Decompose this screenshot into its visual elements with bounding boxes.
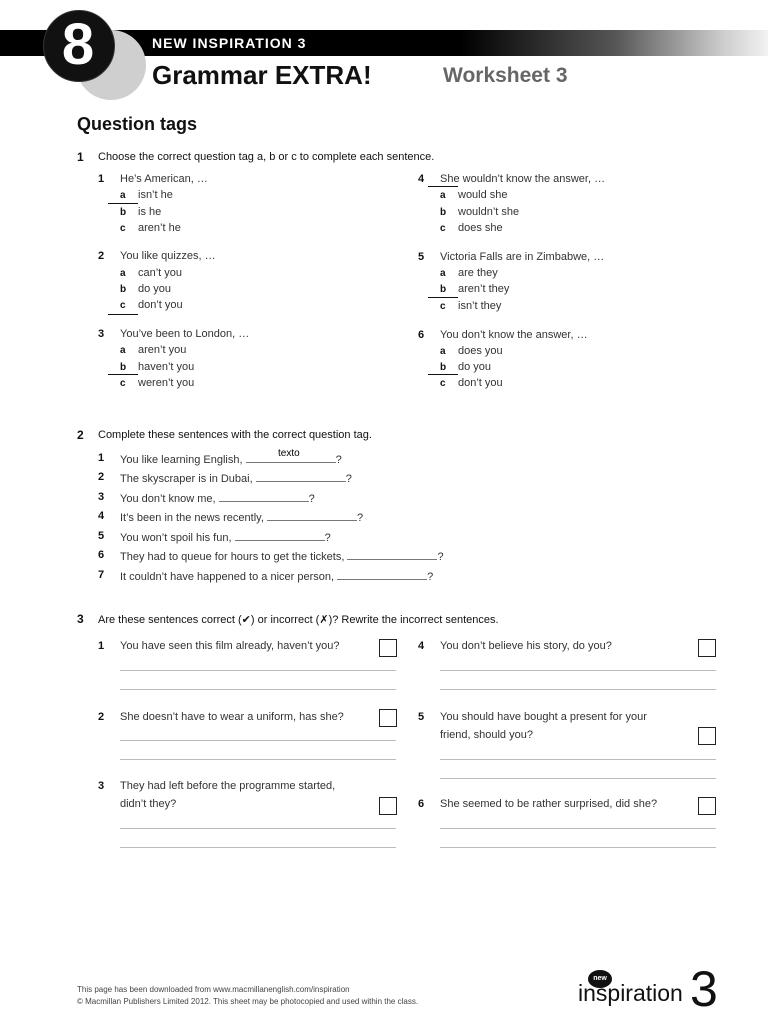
option-letter: b — [120, 284, 127, 295]
correct-checkbox[interactable] — [379, 639, 397, 657]
footer-source: This page has been downloaded from www.macmillanenglish.com/inspiration — [77, 985, 350, 994]
exercise-2-number: 2 — [77, 428, 84, 442]
item-number: 4 — [418, 173, 425, 185]
sentence-line: She doesn’t have to wear a uniform, has she? — [120, 711, 344, 723]
option-text[interactable]: is he — [138, 206, 162, 218]
option-text[interactable]: wouldn’t she — [458, 206, 520, 218]
item-number: 3 — [98, 780, 105, 792]
sentence-end: ? — [356, 512, 364, 524]
exercise-2-instruction: Complete these sentences with the correct question tag. — [98, 429, 372, 441]
option-text[interactable]: can’t you — [138, 267, 183, 279]
exercise-3-instruction: Are these sentences correct (✔) or incorrect (✗)? Rewrite the incorrect sentences. — [98, 614, 499, 626]
option-text[interactable]: don’t you — [138, 299, 183, 311]
item-stem: She wouldn’t know the answer, … — [440, 173, 606, 185]
option-letter: b — [120, 362, 127, 373]
sentence-start: You won’t spoil his fun, — [120, 532, 232, 544]
write-line[interactable] — [440, 828, 716, 829]
sentence-end: ? — [437, 551, 444, 563]
option-text[interactable]: do you — [458, 361, 492, 373]
worksheet-title: Grammar EXTRA! — [152, 60, 372, 90]
option-letter: c — [440, 301, 446, 312]
option-text[interactable]: isn’t he — [138, 189, 173, 201]
exercise-3-number: 3 — [77, 612, 84, 626]
option-letter: c — [120, 223, 126, 234]
item-number: 5 — [418, 711, 425, 723]
option-letter: b — [440, 284, 447, 295]
sentence-line: You have seen this film already, haven’t you? — [120, 640, 340, 652]
item-number: 4 — [418, 640, 425, 652]
correct-checkbox[interactable] — [698, 639, 716, 657]
write-line[interactable] — [440, 759, 716, 760]
item-stem: He’s American, … — [120, 173, 208, 185]
correct-checkbox[interactable] — [698, 727, 716, 745]
sentence-start: It’s been in the news recently, — [120, 512, 264, 524]
write-line[interactable] — [120, 670, 396, 671]
option-letter: a — [440, 190, 446, 201]
option-text[interactable]: does you — [458, 345, 503, 357]
sentence-start: You like learning English, — [120, 454, 243, 466]
item-number: 7 — [98, 569, 105, 581]
answer-blank[interactable] — [267, 510, 357, 521]
option-letter: c — [120, 300, 126, 311]
footer-copyright: © Macmillan Publishers Limited 2012. This sheet may be photocopied and used within the class. — [77, 997, 419, 1006]
footer — [77, 984, 418, 1008]
write-line[interactable] — [120, 828, 396, 829]
option-letter: c — [440, 223, 446, 234]
write-line[interactable] — [440, 778, 716, 779]
option-letter: a — [120, 345, 126, 356]
write-line[interactable] — [120, 759, 396, 760]
logo-level-number: 3 — [690, 961, 718, 1017]
logo-new-badge: new — [588, 970, 612, 988]
item-number: 6 — [418, 329, 425, 341]
answer-mark — [428, 374, 458, 375]
sentence-start: It couldn’t have happened to a nicer person, — [120, 571, 335, 583]
option-letter: a — [440, 346, 446, 357]
write-line[interactable] — [120, 689, 396, 690]
option-text[interactable]: haven’t you — [138, 361, 195, 373]
correct-checkbox[interactable] — [698, 797, 716, 815]
sentence-start: The skyscraper is in Dubai, — [120, 473, 253, 485]
sentence-line: You should have bought a present for your — [440, 711, 647, 723]
option-text[interactable]: does she — [458, 222, 503, 234]
sentence-end: ? — [345, 473, 352, 485]
option-letter: a — [440, 268, 446, 279]
answer-blank[interactable] — [246, 452, 336, 463]
option-text[interactable]: isn’t they — [458, 300, 502, 312]
section-title: Question tags — [77, 114, 198, 134]
option-text[interactable]: aren’t they — [458, 283, 510, 295]
option-letter: c — [120, 378, 126, 389]
item-number: 4 — [98, 510, 105, 522]
item-stem: You’ve been to London, … — [120, 328, 250, 340]
sentence-line: They had left before the programme started, — [120, 780, 336, 792]
correct-checkbox[interactable] — [379, 797, 397, 815]
answer-blank[interactable] — [337, 569, 427, 580]
sentence-start: You don’t know me, — [120, 493, 216, 505]
correct-checkbox[interactable] — [379, 709, 397, 727]
sentence-line: friend, should you? — [440, 729, 533, 741]
item-number: 1 — [98, 173, 105, 185]
item-stem: Victoria Falls are in Zimbabwe, … — [440, 251, 605, 263]
option-text[interactable]: would she — [458, 189, 508, 201]
write-line[interactable] — [440, 670, 716, 671]
item-number: 6 — [98, 549, 105, 561]
item-number: 2 — [98, 471, 105, 483]
item-number: 5 — [418, 251, 425, 263]
sentence-line: She seemed to be rather surprised, did she? — [440, 798, 658, 810]
write-line[interactable] — [440, 847, 716, 848]
answer-mark — [108, 314, 138, 315]
option-letter: a — [120, 190, 126, 201]
item-number: 2 — [98, 711, 105, 723]
answer-blank[interactable] — [219, 491, 309, 502]
series-name: NEW INSPIRATION 3 — [152, 35, 307, 51]
sentence-end: ? — [427, 571, 434, 583]
item-number: 5 — [98, 530, 105, 542]
sentence-start: They had to queue for hours to get the tickets, — [120, 551, 345, 563]
item-number: 6 — [418, 798, 425, 810]
write-line[interactable] — [120, 847, 396, 848]
typed-answer[interactable]: texto — [278, 448, 300, 459]
item-number: 3 — [98, 328, 105, 340]
write-line[interactable] — [440, 689, 716, 690]
sentence-end: ? — [324, 532, 331, 544]
answer-mark — [108, 203, 138, 204]
sentence-line: You don’t believe his story, do you? — [440, 640, 612, 652]
option-letter: b — [120, 207, 127, 218]
unit-number: 8 — [61, 12, 95, 77]
exercise-1-number: 1 — [77, 150, 84, 164]
sentence-end: ? — [308, 493, 315, 505]
option-letter: b — [440, 207, 447, 218]
item-number: 1 — [98, 452, 105, 464]
item-stem: You like quizzes, … — [120, 250, 216, 262]
answer-blank[interactable] — [235, 530, 325, 541]
option-text[interactable]: don’t you — [458, 377, 503, 389]
option-text[interactable]: are they — [458, 267, 498, 279]
write-line[interactable] — [120, 740, 396, 741]
option-text[interactable]: aren’t you — [138, 344, 187, 356]
option-letter: c — [440, 378, 446, 389]
item-stem: You don’t know the answer, … — [440, 329, 588, 341]
item-number: 1 — [98, 640, 105, 652]
worksheet-subtitle: Worksheet 3 — [443, 64, 568, 87]
item-number: 2 — [98, 250, 105, 262]
answer-blank[interactable] — [347, 549, 437, 560]
answer-blank[interactable] — [256, 471, 346, 482]
item-number: 3 — [98, 491, 105, 503]
answer-mark — [428, 186, 458, 187]
option-letter: a — [120, 268, 126, 279]
answer-mark — [428, 297, 458, 298]
exercise-1-instruction: Choose the correct question tag a, b or c to complete each sentence. — [98, 151, 435, 163]
answer-mark — [108, 374, 138, 375]
option-text[interactable]: aren’t he — [138, 222, 181, 234]
sentence-line: didn’t they? — [120, 798, 177, 810]
option-text[interactable]: do you — [138, 283, 172, 295]
sentence-end: ? — [335, 454, 342, 466]
logo-wordmark: inspiration — [578, 980, 683, 1006]
option-text[interactable]: weren’t you — [138, 377, 195, 389]
option-letter: b — [440, 362, 447, 373]
